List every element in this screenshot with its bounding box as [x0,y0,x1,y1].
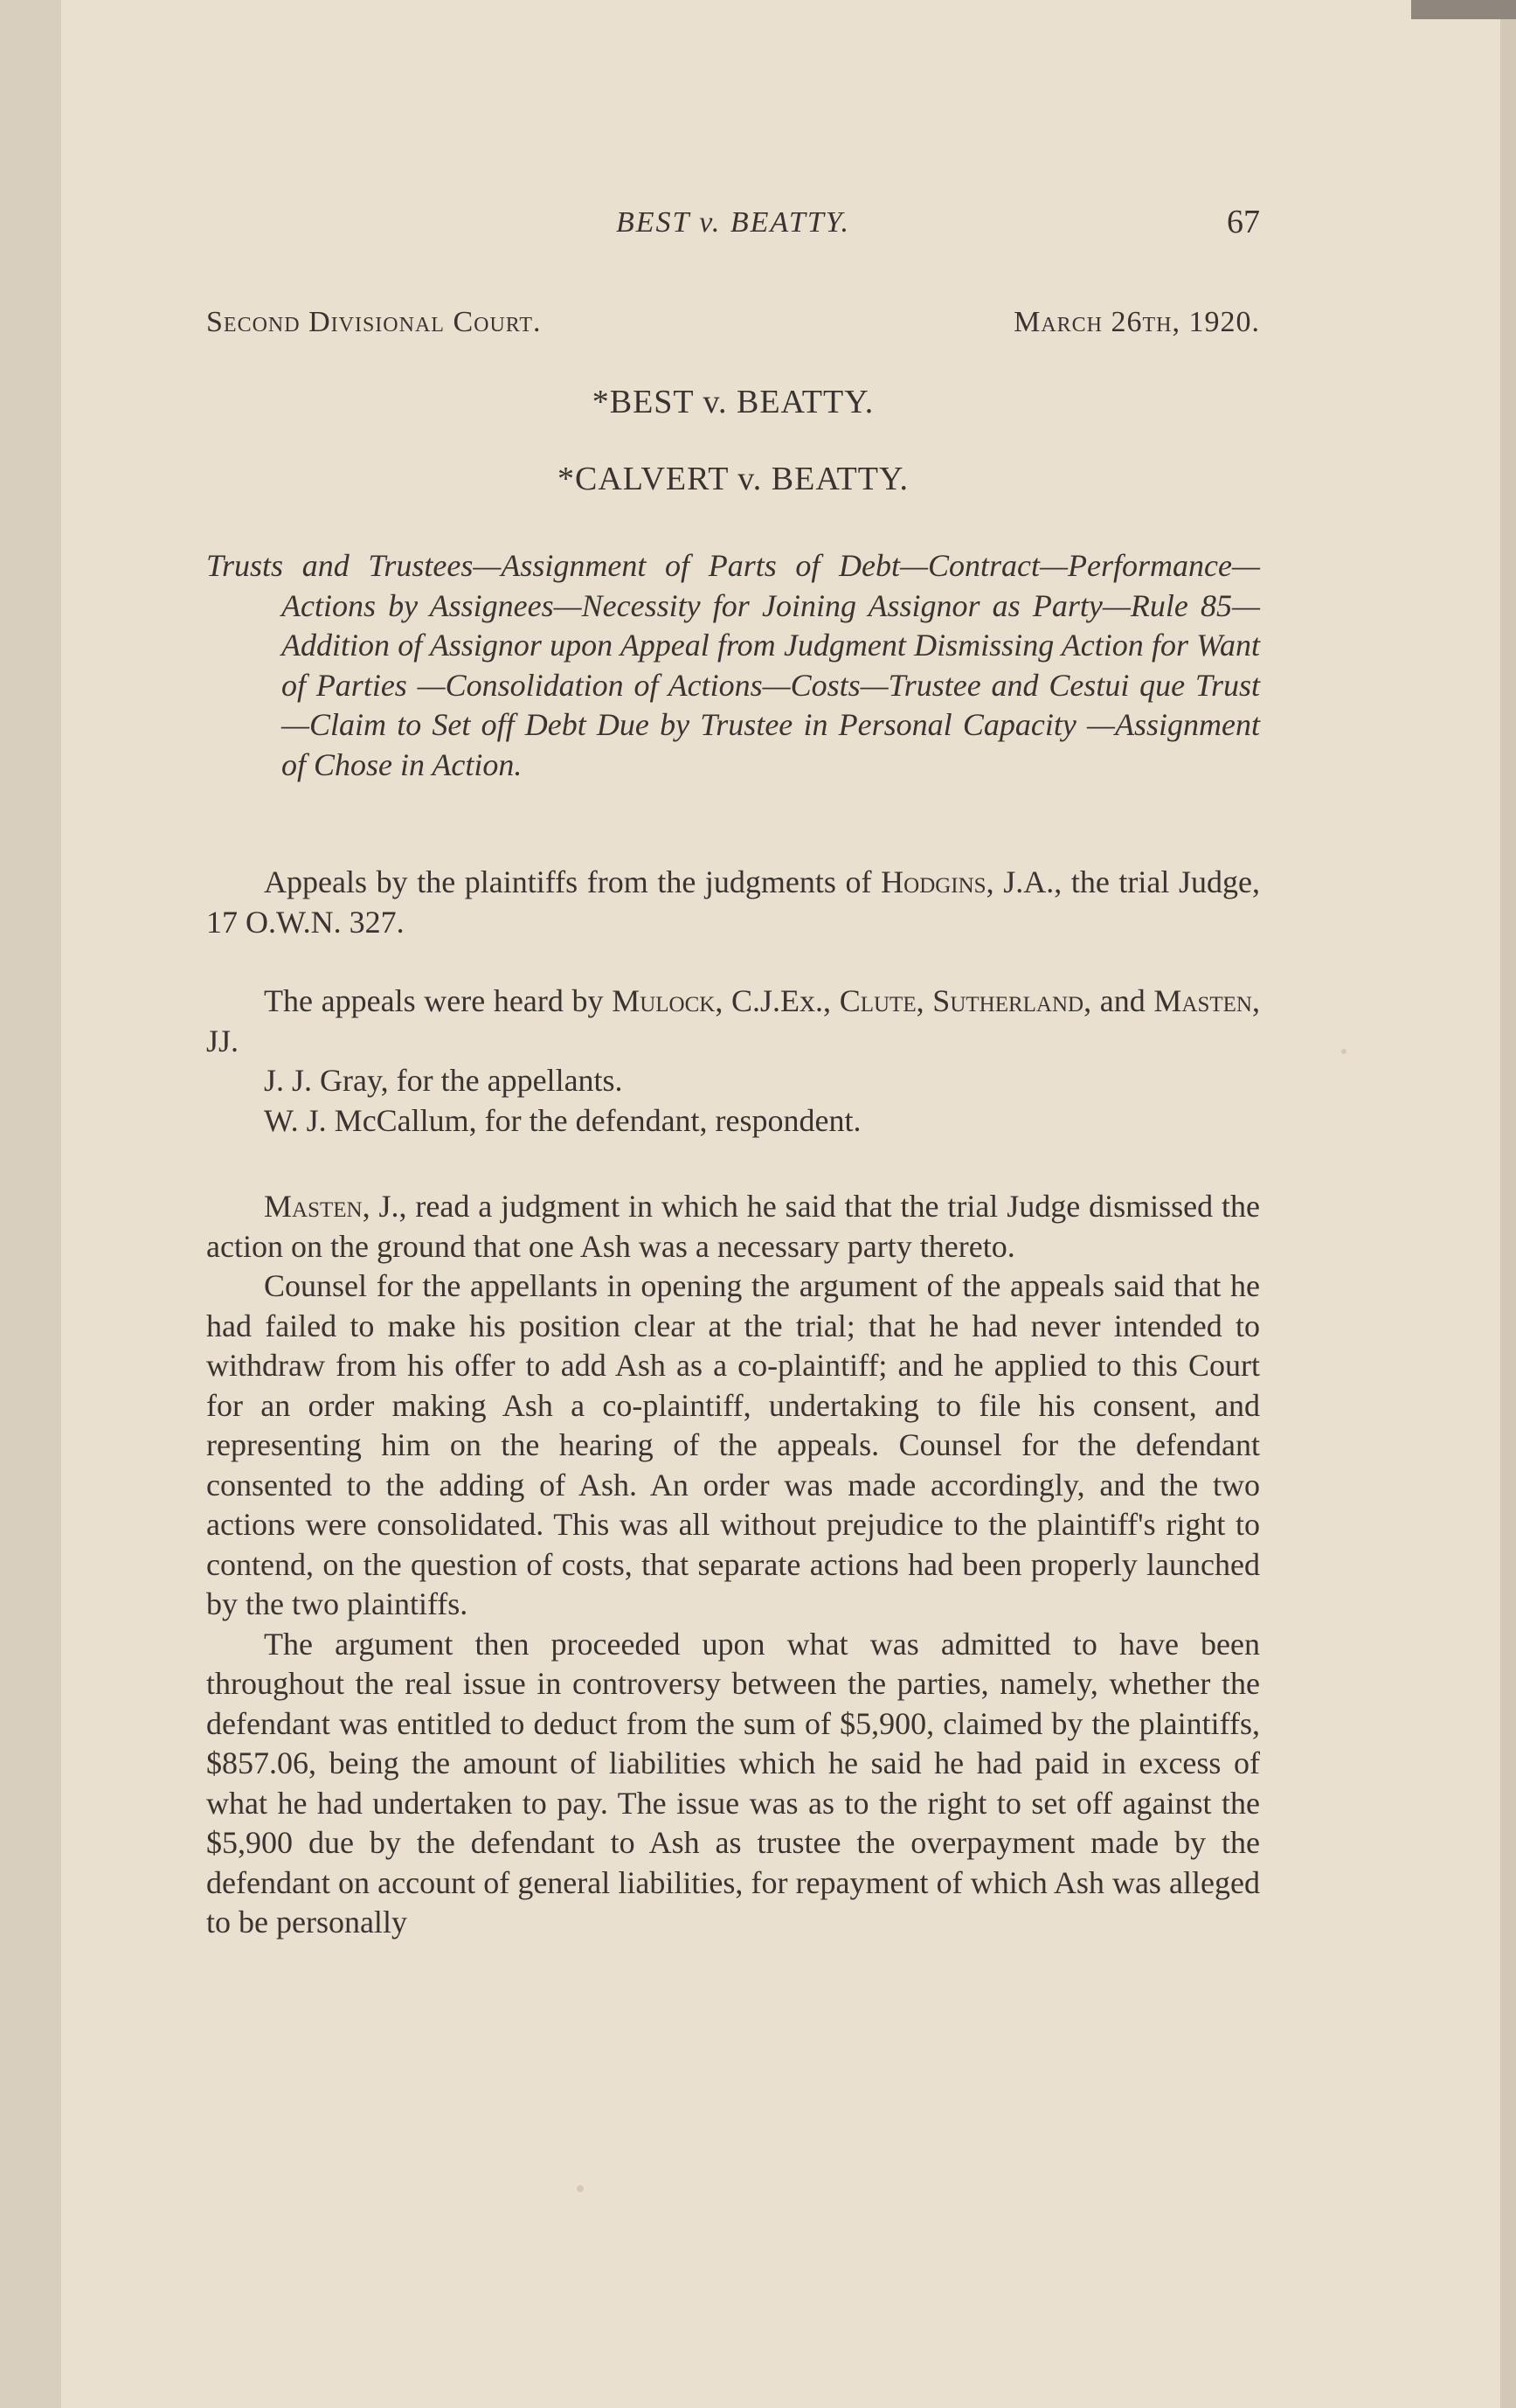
text-run: , J.A., the trial Judge, 17 O.W.N. 327. [206,864,1261,940]
running-head [206,203,1260,246]
judge-name: Hodgins [881,864,986,899]
text-run: , and [1083,983,1154,1018]
appeal-paragraph [206,863,1260,942]
page-corner-shadow [1411,0,1516,19]
court-name: Second Divisional Court. [206,306,542,338]
judge-name: Masten [1153,983,1252,1018]
case-title: *BEST v. BEATTY. [592,384,875,420]
judge-name: Masten [264,1189,363,1224]
headnote: Trusts and Trustees—Assignment of Parts of Debt—Contract—Performance—Actions by Assignees—Necessity for Joining Assignor as Party—Rule 85—Addition of Assignor upon Appeal from Judgment Dismissing Action for Want of Parties —Consolidation of Actions—Costs—Trustee and Cestui que Trust —Claim to Set off Debt Due by Trustee in Personal Capacity —Assignment of Chose in Action. [206,548,1260,782]
text-run: , JJ. [206,983,1260,1058]
judge-name: Mulock [612,983,716,1018]
counsel-line: J. J. Gray, for the appellants. [264,1063,623,1098]
judgment-paragraph: The argument then proceeded upon what was admitted to have been throughout the real issue in controversy between the parties, namely, whether the defendant was entitled to deduct from the sum of $5,900, claimed by the plaintiffs, $857.06, being the amount of liabilities which he said he had paid in excess of what he had undertaken to pay. The issue was as to the right to set off against the $5,900 due by the defendant to Ash as trustee the overpayment made by the defendant on account of general liabilities, for repayment of which Ash was alleged to be personally [206,1626,1260,1940]
text-run: , [916,983,933,1018]
counsel-line: W. J. McCallum, for the defendant, respondent. [264,1102,862,1138]
heard-by-text [206,982,1260,1061]
judge-name: Clute [839,983,917,1018]
judgment-section [206,1187,1260,1943]
paper-speck [577,2185,584,2192]
appeal-text [206,863,1260,942]
text-run: The appeals were heard by [264,983,613,1018]
case-title: *CALVERT v. BEATTY. [557,461,910,497]
page-edge [1500,0,1516,2408]
text-run: Appeals by the plaintiffs from the judgments of [264,864,882,899]
judgment-paragraph [206,1187,1260,1266]
judge-name: Sutherland [932,983,1084,1018]
decision-date: March 26th, 1920. [1014,306,1260,338]
hearing-section [206,982,1260,1141]
paper-speck [1341,1049,1346,1054]
text-run: , C.J.Ex., [715,983,840,1018]
text-run: , J., read a judgment in which he said that the trial Judge dismissed the action on the ground that one Ash was a necessary party thereto. [206,1189,1260,1264]
page-gutter [0,0,61,2408]
page-number: 67 [1227,204,1260,240]
running-title: BEST v. BEATTY. [615,206,851,239]
judgment-paragraph: Counsel for the appellants in opening the argument of the appeals said that he had failed to make his position clear at the trial; that he had never intended to withdraw from his offer to add Ash as a co-plaintiff; and he applied to this Court for an order making Ash a co-plaintiff, undertaking to file his consent, and representing him on the hearing of the appeals. Counsel for the defendant consented to the adding of Ash. An order was made accordingly, and the two actions were consolidated. This was all without prejudice to the plaintiff's right to contend, on the question of costs, that separate actions had been properly launched by the two plaintiffs. [206,1268,1260,1621]
